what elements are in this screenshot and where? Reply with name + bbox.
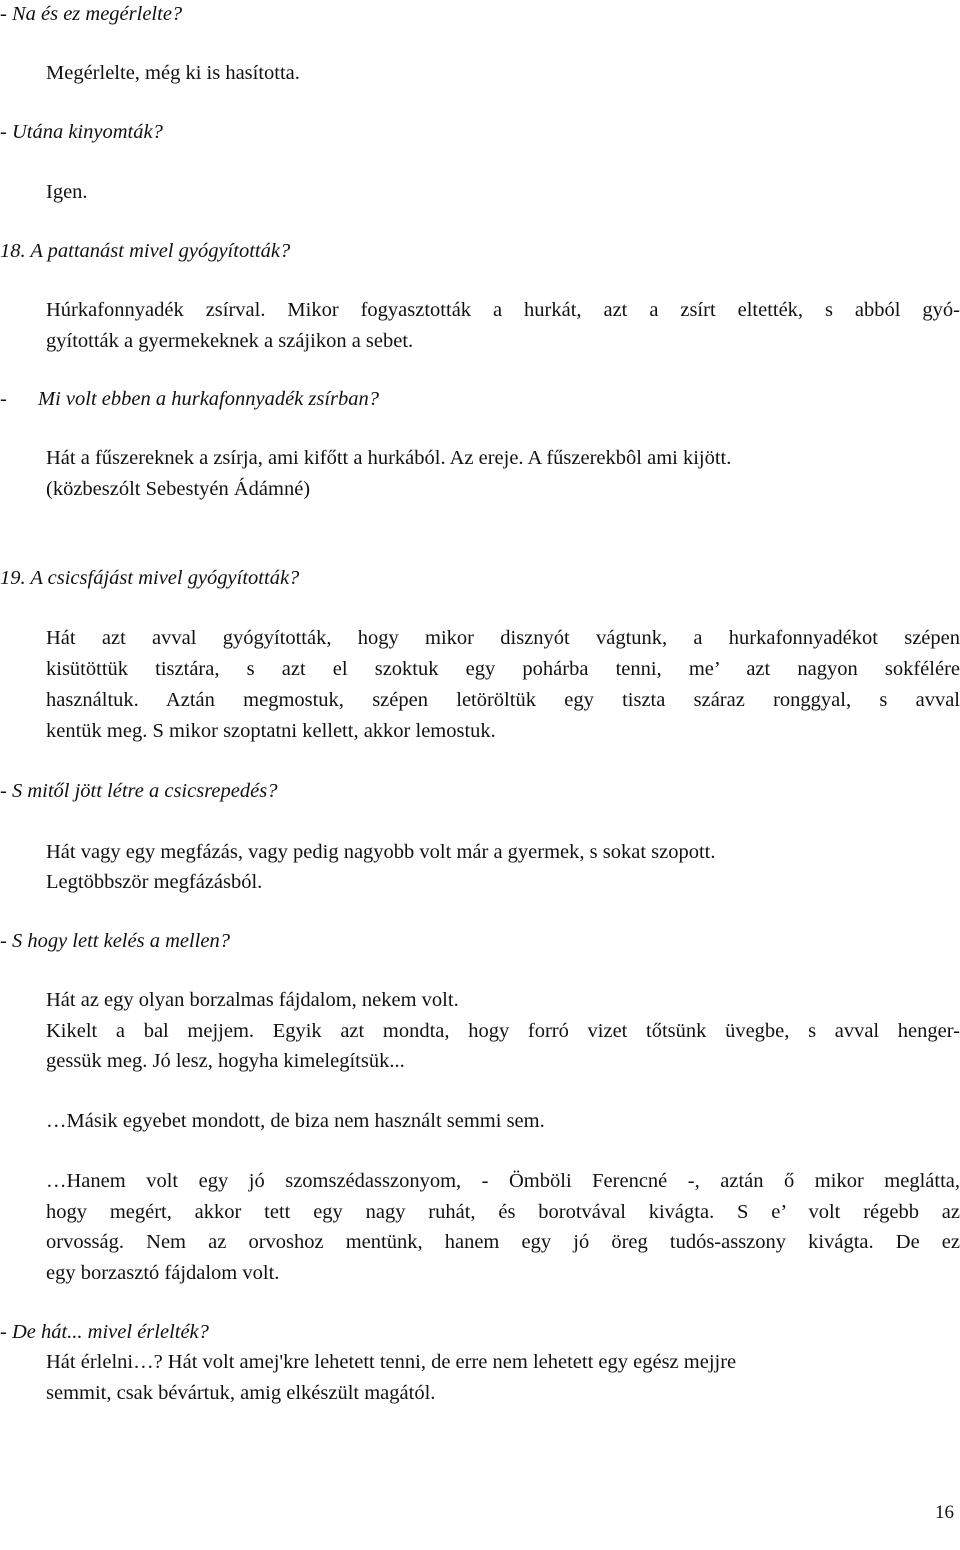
answer-line: Húrkafonnyadék zsírval. Mikor fogyasztották a hurkát, azt a zsírt eltették, s abból gyó-: [46, 299, 960, 321]
question-line: 18. A pattanást mivel gyógyították?: [0, 240, 291, 262]
answer-line: Kikelt a bal mejjem. Egyik azt mondta, hogy forró vizet tőtsünk üvegbe, s avval henger-: [46, 1020, 960, 1042]
answer-line: Megérlelte, még ki is hasította.: [46, 62, 300, 84]
question-line: - Utána kinyomták?: [0, 121, 163, 143]
answer-line: kentük meg. S mikor szoptatni kellett, akkor lemostuk.: [46, 720, 496, 742]
answer-line: kisütöttük tisztára, s azt el szoktuk egy pohárba tenni, me’ azt nagyon sokfélére: [46, 658, 960, 680]
answer-line: Hát azt avval gyógyították, hogy mikor disznyót vágtunk, a hurkafonnyadékot szépen: [46, 627, 960, 649]
answer-line: …Hanem volt egy jó szomszédasszonyom, - Ömböli Ferencné -, aztán ő mikor meglátta,: [46, 1170, 960, 1192]
answer-line: gyították a gyermekeknek a szájikon a sebet.: [46, 330, 414, 352]
question-line: 19. A csicsfájást mivel gyógyították?: [0, 567, 300, 589]
page-number: 16: [935, 1502, 954, 1523]
question-line: - Na és ez megérlelte?: [0, 3, 183, 25]
answer-line: egy borzasztó fájdalom volt.: [46, 1262, 280, 1284]
question-line: Mi volt ebben a hurkafonnyadék zsírban?: [38, 388, 380, 410]
question-line: - S mitől jött létre a csicsrepedés?: [0, 780, 278, 802]
answer-line: semmit, csak bévártuk, amig elkészült magától.: [46, 1382, 436, 1404]
answer-line: hogy megért, akkor tett egy nagy ruhát, és borotvával kivágta. S e’ volt régebb az: [46, 1201, 960, 1223]
answer-line: orvosság. Nem az orvoshoz mentünk, hanem egy jó öreg tudós-asszony kivágta. De ez: [46, 1231, 960, 1253]
answer-line: Hát a fűszereknek a zsírja, ami kifőtt a hurkából. Az ereje. A fűszerekbôl ami kijött.: [46, 447, 732, 469]
answer-line: Igen.: [46, 181, 88, 203]
question-dash: -: [0, 388, 7, 410]
question-line: - De hát... mivel érlelték?: [0, 1321, 209, 1343]
question-line: - S hogy lett kelés a mellen?: [0, 930, 230, 952]
answer-line: használtuk. Aztán megmostuk, szépen letöröltük egy tiszta száraz ronggyal, s avval: [46, 689, 960, 711]
answer-line: Hát az egy olyan borzalmas fájdalom, nekem volt.: [46, 989, 459, 1011]
answer-line: …Másik egyebet mondott, de biza nem használt semmi sem.: [46, 1110, 545, 1132]
answer-line: gessük meg. Jó lesz, hogyha kimelegítsük...: [46, 1050, 405, 1072]
answer-line: Hát érlelni…? Hát volt amej'kre lehetett tenni, de erre nem lehetett egy egész mejjre: [46, 1351, 737, 1373]
answer-line: (közbeszólt Sebestyén Ádámné): [46, 478, 311, 500]
answer-line: Legtöbbször megfázásból.: [46, 871, 263, 893]
answer-line: Hát vagy egy megfázás, vagy pedig nagyobb volt már a gyermek, s sokat szopott.: [46, 841, 716, 863]
